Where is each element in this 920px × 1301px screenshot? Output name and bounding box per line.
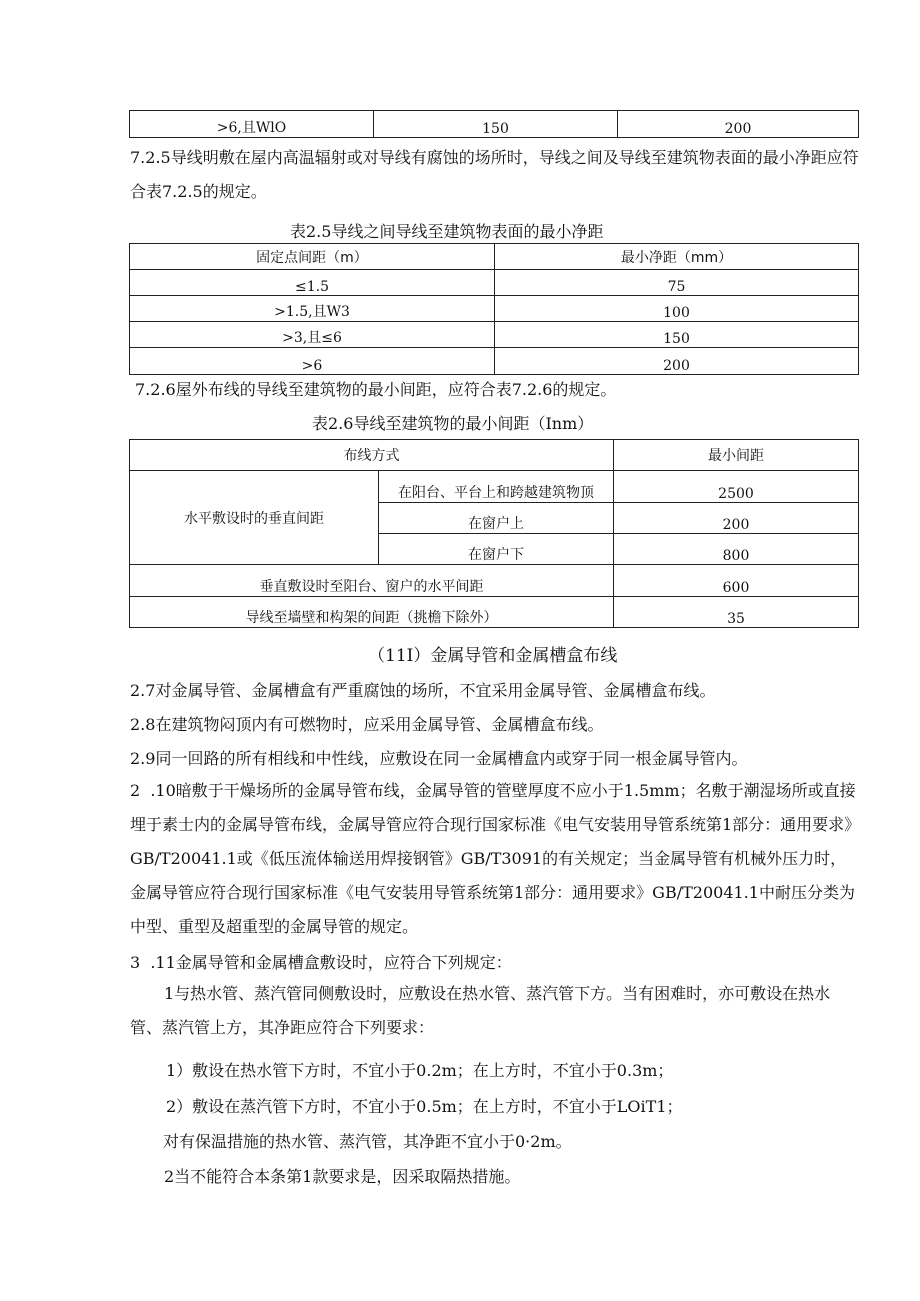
item-2: 2当不能符合本条第1款要求是，因采取隔热措施。 — [164, 1167, 521, 1186]
table-row — [130, 111, 859, 138]
table-cell: >1.5,且W3 — [130, 296, 495, 322]
table-header-cell: 最小净距（mm） — [495, 244, 859, 270]
table-header-cell: 布线方式 — [130, 440, 614, 471]
table-header-row — [130, 244, 859, 270]
table-cell: 75 — [495, 270, 859, 296]
table-cell: 100 — [495, 296, 859, 322]
table-cell: 垂直敷设时至阳台、窗户的水平间距 — [130, 565, 614, 597]
table-header-cell: 最小间距 — [614, 440, 859, 471]
table-cell: 200 — [614, 503, 859, 534]
paragraph-7-2-5: 7.2.5导线明敷在屋内高温辐射或对导线有腐蚀的场所时，导线之间及导线至建筑物表面的最小净距应符合表7.2.5的规定。 — [130, 148, 859, 201]
table-cell: 200 — [495, 348, 859, 375]
sub-item-1: 1）敷设在热水管下方时，不宜小于0.2m；在上方时，不宜小于0.3m； — [166, 1061, 674, 1080]
paragraph-2-8: 2.8在建筑物闷顶内有可燃物时，应采用金属导管、金属槽盒布线。 — [130, 715, 604, 734]
paragraph-2-10: 2 .10暗敷于干燥场所的金属导管布线，金属导管的管壁厚度不应小于1.5mm；名敷于潮湿场所或直接埋于素士内的金属导管布线，金属导管应符合现行国家标准《电气安装用导管系统第1部分：通用要求》GB/T20041.1或《低压流体输送用焊接钢管》GB/T3091的有关规定；当金属导管有机械外压力时，金属导管应符合现行国家标准《电气安装用导管系统第1部分：通用要求》GB/T20041.1中耐压分类为中型、重型及超重型的金属导管的规定。 — [130, 781, 856, 936]
table-cell: >6,且WlO — [130, 111, 374, 138]
table-cell: 200 — [618, 111, 859, 138]
table-2-6-caption: 表2.6导线至建筑物的最小间距（Inm） — [312, 414, 594, 433]
table-row — [130, 565, 859, 597]
table-2-5-caption: 表2.5导线之间导线至建筑物表面的最小净距 — [290, 222, 604, 241]
table-cell: 800 — [614, 534, 859, 565]
top-table — [129, 110, 859, 138]
table-row — [130, 597, 859, 628]
item-1: 1与热水管、蒸汽管同侧敷设时，应敷设在热水管、蒸汽管下方。当有困难时，亦可敷设在热水管、蒸汽管上方，其净距应符合下列要求： — [130, 984, 831, 1037]
paragraph-2-9: 2.9同一回路的所有相线和中性线，应敷设在同一金属槽盒内或穿于同一根金属导管内。 — [130, 749, 748, 768]
table-cell: >3,且≤6 — [130, 322, 495, 348]
table-cell: 2500 — [614, 471, 859, 503]
table-2-5 — [129, 243, 859, 375]
table-row — [130, 348, 859, 375]
table-header-row — [130, 440, 859, 471]
table-cell: 600 — [614, 565, 859, 597]
table-cell: 导线至墙壁和构架的间距（挑檐下除外） — [130, 597, 614, 628]
table-row — [130, 471, 859, 503]
table-cell: 在阳台、平台上和跨越建筑物顶 — [379, 471, 614, 503]
paragraph-3-11: 3 .11金属导管和金属槽盒敷设时，应符合下列规定： — [130, 953, 512, 972]
note: 对有保温措施的热水管、蒸汽管，其净距不宜小于0·2m。 — [163, 1132, 572, 1151]
table-header-cell: 固定点间距（m） — [130, 244, 495, 270]
paragraph-7-2-6: 7.2.6屋外布线的导线至建筑物的最小间距，应符合表7.2.6的规定。 — [135, 380, 617, 399]
table-cell: ≤1.5 — [130, 270, 495, 296]
table-cell: 在窗户上 — [379, 503, 614, 534]
table-cell: 在窗户下 — [379, 534, 614, 565]
table-row — [130, 270, 859, 296]
paragraph-2-7: 2.7对金属导管、金属槽盒有严重腐蚀的场所，不宜采用金属导管、金属槽盒布线。 — [130, 681, 716, 700]
sub-item-2: 2）敷设在蒸汽管下方时，不宜小于0.5m；在上方时，不宜小于LOiT1； — [166, 1097, 683, 1116]
table-cell: >6 — [130, 348, 495, 375]
table-2-6 — [129, 439, 859, 628]
table-row — [130, 296, 859, 322]
table-cell: 150 — [374, 111, 618, 138]
table-cell: 35 — [614, 597, 859, 628]
table-row — [130, 322, 859, 348]
table-cell: 150 — [495, 322, 859, 348]
section-title: （11I）金属导管和金属槽盒布线 — [368, 646, 618, 666]
table-group-cell: 水平敷设时的垂直间距 — [130, 471, 379, 565]
